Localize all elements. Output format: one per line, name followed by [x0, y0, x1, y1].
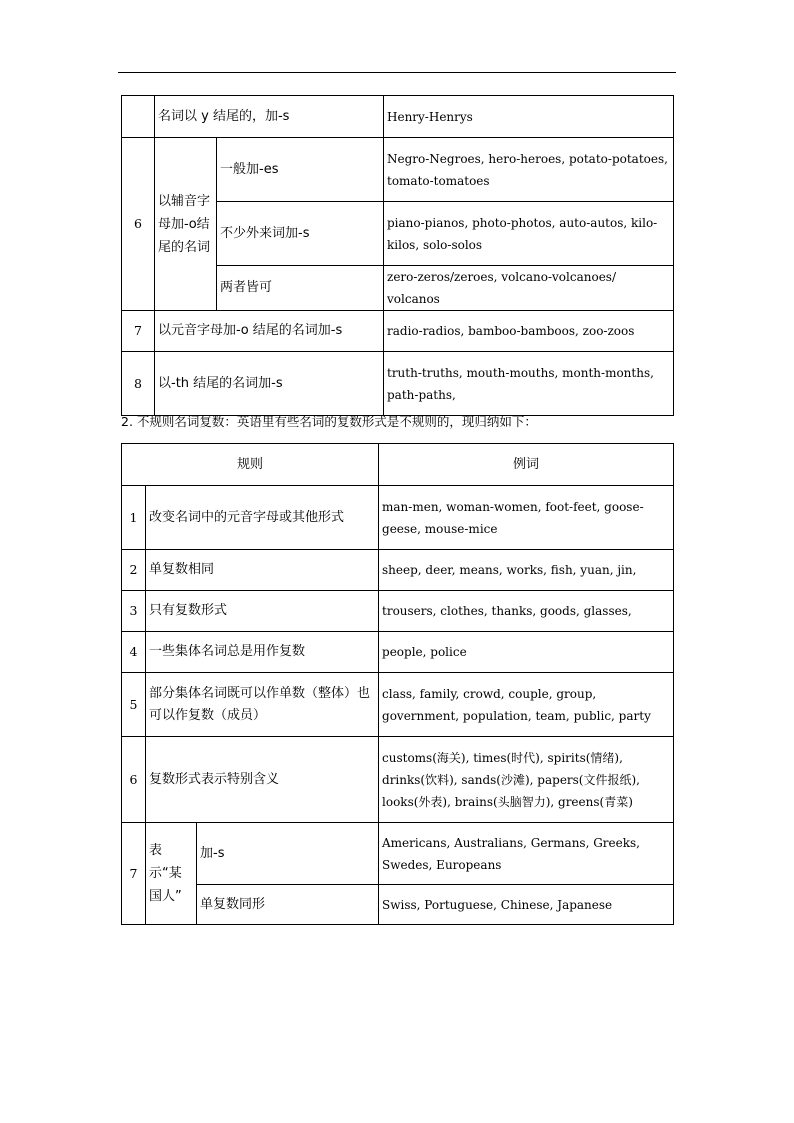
example-cell: people, police — [379, 632, 674, 673]
row-number-cell: 7 — [122, 823, 146, 925]
rule-cell: 单复数同形 — [197, 885, 379, 925]
example-cell: piano-pianos, photo-photos, auto-autos, kilo-kilos, solo-solos — [384, 202, 674, 266]
row-number-cell: 7 — [122, 311, 155, 352]
example-cell: customs(海关), times(时代), spirits(情绪), drinks(饮料), sands(沙滩), papers(文件报纸), looks(外表), brains(头脑智力), greens(青菜) — [379, 737, 674, 823]
table-header-row — [122, 444, 674, 486]
rule-cell: 部分集体名词既可以作单数（整体）也可以作复数（成员） — [146, 673, 379, 737]
table-row — [122, 885, 674, 925]
rule-cell: 以元音字母加-o 结尾的名词加-s — [155, 311, 384, 352]
rule-cell: 只有复数形式 — [146, 591, 379, 632]
table-row — [122, 632, 674, 673]
rule-cell: 名词以 y 结尾的，加-s — [155, 96, 384, 138]
rule-cell: 一些集体名词总是用作复数 — [146, 632, 379, 673]
category-cell: 以辅音字母加-o结尾的名词 — [155, 138, 217, 311]
table-row — [122, 486, 674, 550]
regular-plural-table-continued — [121, 95, 674, 416]
example-cell: trousers, clothes, thanks, goods, glasses, — [379, 591, 674, 632]
row-number-cell: 8 — [122, 352, 155, 416]
rule-cell: 改变名词中的元音字母或其他形式 — [146, 486, 379, 550]
example-cell: Americans, Australians, Germans, Greeks, Swedes, Europeans — [379, 823, 674, 885]
table-row — [122, 550, 674, 591]
row-number-cell: 6 — [122, 138, 155, 311]
rule-cell: 不少外来词加-s — [217, 202, 384, 266]
example-cell: Negro-Negroes, hero-heroes, potato-potatoes, tomato-tomatoes — [384, 138, 674, 202]
rule-cell: 以-th 结尾的名词加-s — [155, 352, 384, 416]
table-row — [122, 352, 674, 416]
table-row — [122, 823, 674, 885]
rule-cell: 单复数相同 — [146, 550, 379, 591]
category-cell: 表示“某国人” — [146, 823, 197, 925]
table-row — [122, 311, 674, 352]
example-cell: man-men, woman-women, foot-feet, goose-geese, mouse-mice — [379, 486, 674, 550]
example-cell: truth-truths, mouth-mouths, month-months, path-paths, — [384, 352, 674, 416]
rule-cell: 复数形式表示特别含义 — [146, 737, 379, 823]
example-cell: radio-radios, bamboo-bamboos, zoo-zoos — [384, 311, 674, 352]
row-number-cell: 6 — [122, 737, 146, 823]
row-number-cell: 4 — [122, 632, 146, 673]
example-cell: Swiss, Portuguese, Chinese, Japanese — [379, 885, 674, 925]
example-cell: class, family, crowd, couple, group, government, population, team, public, party — [379, 673, 674, 737]
table-row — [122, 673, 674, 737]
page-header-rule — [118, 72, 676, 73]
rule-cell: 一般加-es — [217, 138, 384, 202]
example-cell: zero-zeros/zeroes, volcano-volcanoes/ volcanos — [384, 266, 674, 311]
section-caption: 2. 不规则名词复数：英语里有些名词的复数形式是不规则的，现归纳如下： — [121, 414, 537, 429]
example-cell: sheep, deer, means, works, fish, yuan, jin, — [379, 550, 674, 591]
table-row — [122, 96, 674, 138]
row-number-cell: 2 — [122, 550, 146, 591]
table-row — [122, 737, 674, 823]
table-row — [122, 138, 674, 202]
example-cell: Henry-Henrys — [384, 96, 674, 138]
column-header-rule: 规则 — [122, 444, 379, 486]
row-number-cell: 5 — [122, 673, 146, 737]
row-number-cell: 3 — [122, 591, 146, 632]
rule-cell: 两者皆可 — [217, 266, 384, 311]
rule-cell: 加-s — [197, 823, 379, 885]
table-row — [122, 591, 674, 632]
column-header-example: 例词 — [379, 444, 674, 486]
irregular-plural-table — [121, 443, 674, 925]
row-number-cell: 1 — [122, 486, 146, 550]
row-number-cell — [122, 96, 155, 138]
